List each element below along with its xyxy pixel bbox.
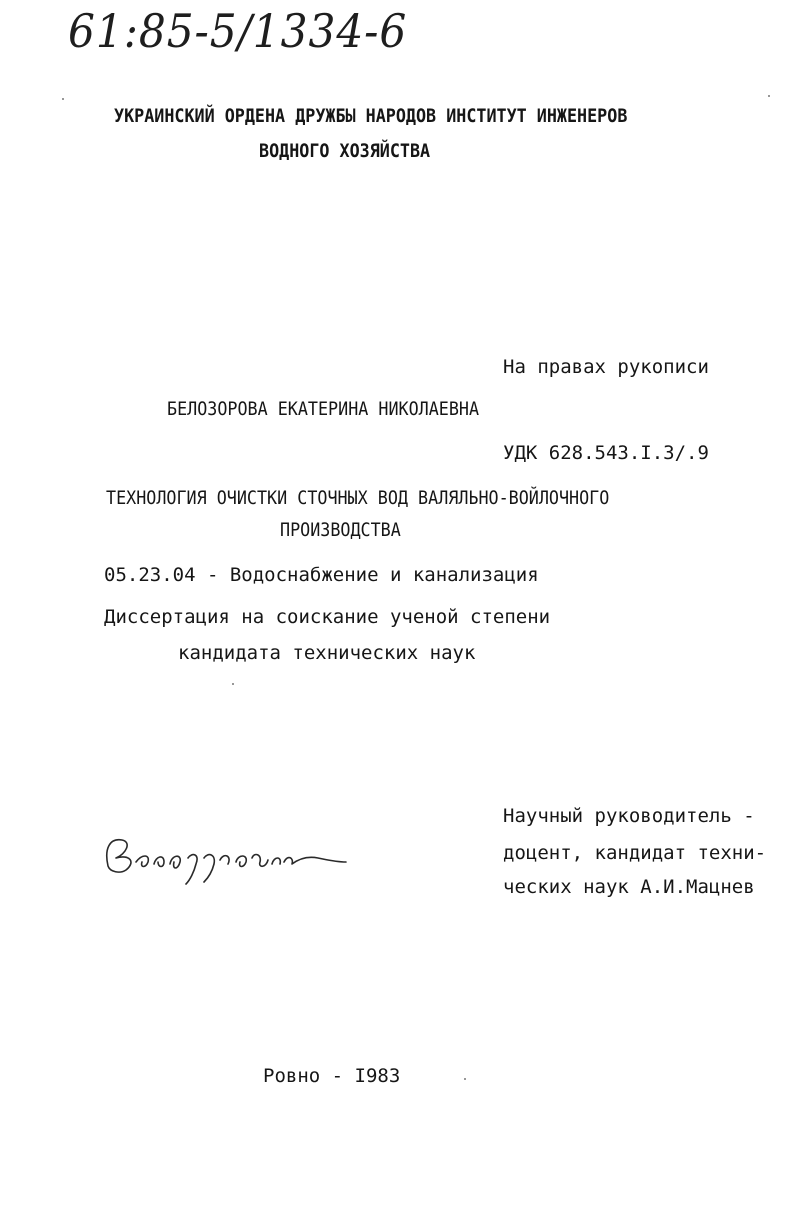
scan-speck	[768, 95, 770, 97]
institute-line-2: ВОДНОГО ХОЗЯЙСТВА	[259, 140, 431, 162]
author-signature	[96, 818, 366, 888]
dissertation-line-1: Диссертация на соискание ученой степени	[104, 606, 551, 628]
specialty-code: 05.23.04 - Водоснабжение и канализация	[104, 564, 539, 586]
thesis-title-line-2: ПРОИЗВОДСТВА	[280, 519, 401, 541]
scan-speck	[62, 98, 64, 100]
author-name: БЕЛОЗОРОВА ЕКАТЕРИНА НИКОЛАЕВНА	[167, 398, 480, 420]
supervisor-line-3: ческих наук А.И.Мацнев	[503, 876, 755, 898]
scan-speck	[232, 683, 234, 685]
place-and-year: Ровно - I983	[263, 1065, 401, 1087]
institute-line-1: УКРАИНСКИЙ ОРДЕНА ДРУЖБЫ НАРОДОВ ИНСТИТУТ ИНЖЕНЕРОВ	[114, 105, 628, 127]
thesis-title-line-1: ТЕХНОЛОГИЯ ОЧИСТКИ СТОЧНЫХ ВОД ВАЛЯЛЬНО-ВОЙЛОЧНОГО	[106, 487, 610, 509]
dissertation-line-2: кандидата технических наук	[178, 642, 476, 664]
archive-number-handwritten: 61:85-5/1334-6	[68, 4, 408, 58]
supervisor-line-1: Научный руководитель -	[503, 805, 755, 827]
manuscript-note: На правах рукописи	[503, 356, 709, 378]
supervisor-line-2: доцент, кандидат техни-	[503, 842, 767, 864]
udc-code: УДК 628.543.I.3/.9	[503, 442, 709, 464]
scan-speck	[464, 1078, 466, 1080]
